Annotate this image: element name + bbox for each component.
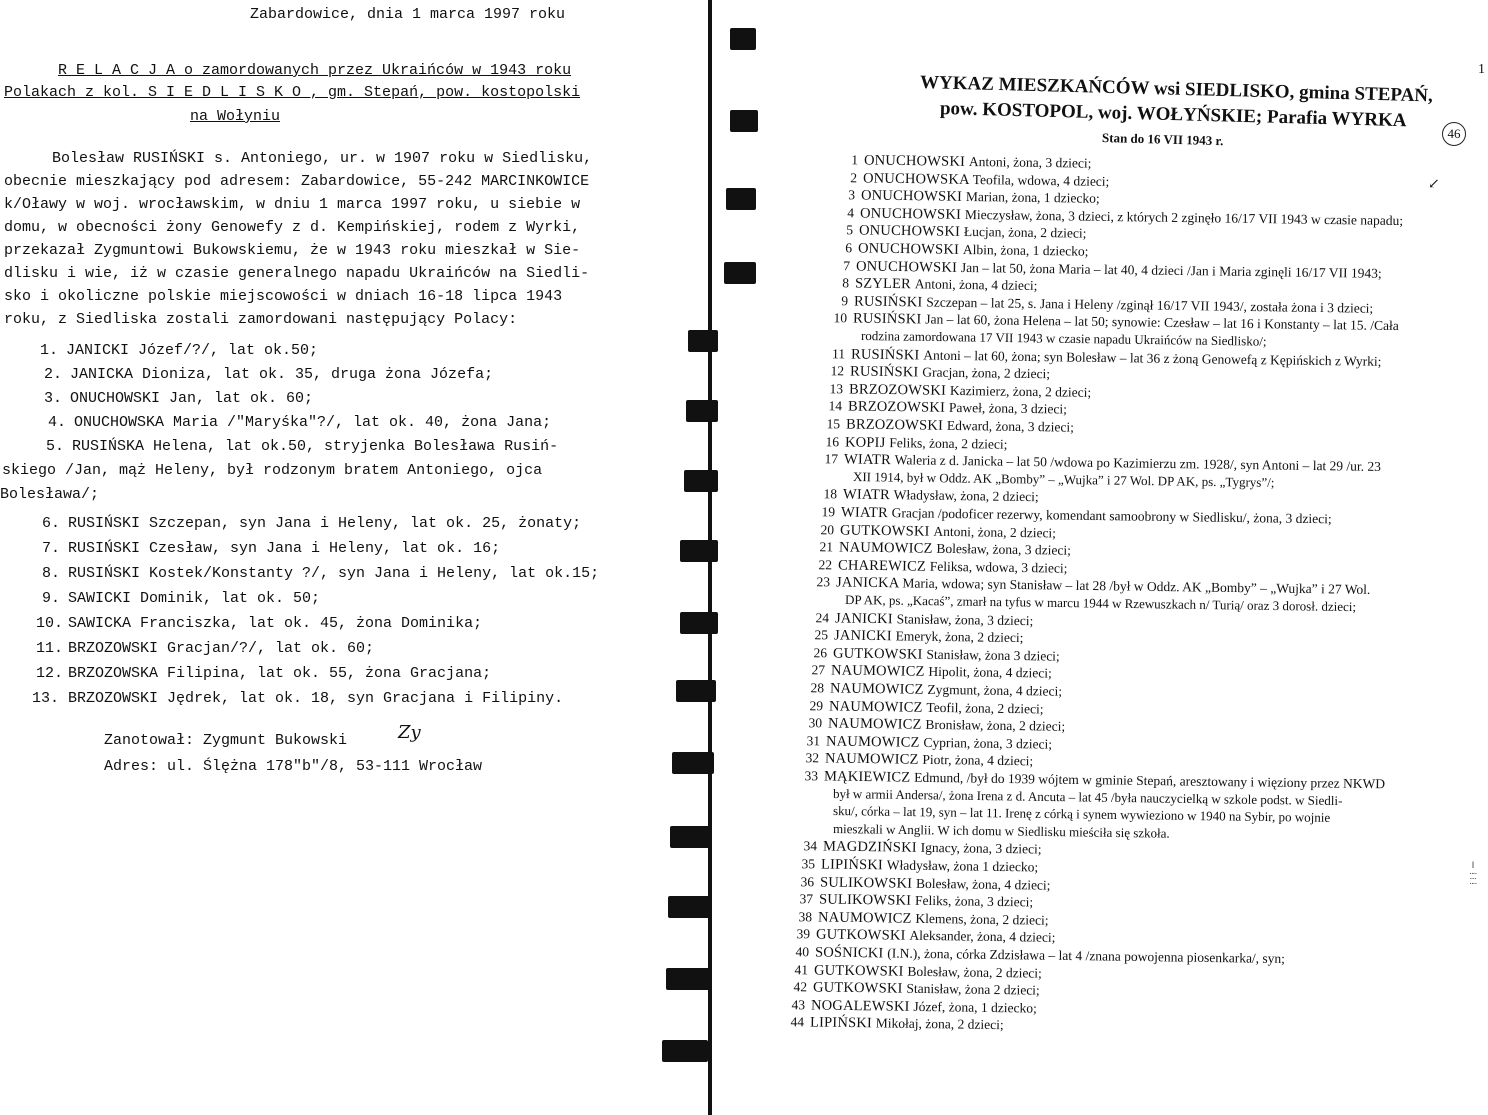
victim-row: 7. RUSIŃSKI Czesław, syn Jana i Heleny, lat ok. 16; [42,540,501,557]
page-badge: 46 [1442,122,1466,146]
resident-entry [776,1014,1004,1034]
entry-number: 29 [809,697,824,713]
entry-surname: MAGDZIŃSKI [822,838,921,857]
entry-number: 1 [851,152,859,168]
entry-surname: ONUCHOWSKA [862,170,973,188]
entry-details: Marian, żona, 1 dziecko; [965,189,1100,206]
address: Adres: ul. Ślężna 178"b"/8, 53-111 Wrocław [104,758,483,775]
entry-details: Antoni, żona, 2 dzieci; [933,523,1057,541]
entry-surname: RUSIŃSKI [849,363,923,381]
stan-line: Stan do 16 VII 1943 r. [1101,130,1224,149]
entry-surname: GUTKOWSKI [839,522,934,540]
entry-number: 2 [850,169,858,185]
entry-surname: SULIKOWSKI [819,874,917,892]
entry-number: 17 [824,451,839,467]
resident-entry-continued: rodzina zamordowana 17 VII 1943 w czasie napadu Ukraińców na Siedlisko/; [860,328,1267,349]
entry-number: 4 [847,205,855,221]
entry-details: Edward, żona, 3 dzieci; [946,417,1075,435]
victim-row-continued: skiego /Jan, mąż Heleny, był rodzonym bratem Antoniego, ojca [2,462,543,479]
victim-row: 13. BRZOZOWSKI Jędrek, lat ok. 18, syn Gracjana i Filipiny. [32,690,564,707]
list-title-line-1: WYKAZ MIESZKAŃCÓW wsi SIEDLISKO, gmina STEPAŃ, [919,72,1434,107]
entry-details: Władysław, żona 1 dziecko; [886,857,1039,875]
entry-number: 26 [813,645,828,661]
entry-surname: JANICKI [833,627,896,645]
binding-loop [724,262,756,284]
entry-number: 40 [795,944,810,960]
entry-surname: LIPIŃSKI [809,1014,876,1032]
entry-surname: BRZOZOWSKI [848,381,950,399]
entry-number: 39 [796,926,811,942]
binding-loop [680,540,718,562]
entry-details: Bolesław, żona, 3 dzieci; [936,541,1071,558]
victim-row-continued: Bolesława/; [0,486,100,503]
resident-entry-continued: był w armii Andersa/, żona Irena z d. Ancuta – lat 45 /była nauczycielką w szkole podst. w Siedli- [832,785,1343,808]
pen-mark: ↙ [1428,177,1440,192]
entry-number: 16 [825,433,840,449]
victim-row: 1. JANICKI Józef/?/, lat ok.50; [40,342,319,359]
entry-details: Hipolit, żona, 4 dzieci; [928,664,1052,681]
entry-surname: NAUMOWICZ [829,680,928,698]
entry-number: 31 [806,733,821,749]
recorded-by: Zanotował: Zygmunt Bukowski [104,732,348,749]
resident-entry [800,627,1024,647]
resident-entry-continued: mieszkali w Anglii. W ich domu w Siedlisku mieściła się szkoła. [832,820,1170,841]
page-edge-text: ‖ ⁞ ⁝ ⁞ [1468,860,1478,885]
victim-row: 5. RUSIŃSKA Helena, lat ok.50, stryjenka Bolesława Rusiń- [46,438,559,455]
victim-row: 10. SAWICKA Franciszka, lat ok. 45, żona Dominika; [36,615,483,632]
entry-surname: GUTKOWSKI [812,979,907,997]
entry-details: Teofil, żona, 2 dzieci; [926,699,1044,717]
entry-number: 43 [791,997,806,1013]
entry-surname: NAUMOWICZ [838,539,937,558]
entry-details: Paweł, żona, 3 dzieci; [948,400,1068,417]
entry-number: 14 [828,398,843,414]
entry-number: 44 [790,1014,805,1030]
entry-details: Bronisław, żona, 2 dzieci; [925,717,1066,734]
entry-details: Bolesław, żona, 2 dzieci; [907,963,1042,981]
entry-surname: SOŚNICKI [814,944,888,962]
entry-details: Emeryk, żona, 2 dzieci; [895,628,1024,646]
entry-number: 18 [823,486,838,502]
entry-surname: NAUMOWICZ [824,750,923,769]
entry-surname: NOGALEWSKI [810,997,914,1015]
entry-surname: GUTKOWSKI [815,926,910,945]
resident-entry [821,275,1038,295]
entry-surname: ONUCHOWSKI [857,240,964,258]
entry-surname: KOPIJ [844,434,890,451]
entry-details: Zygmunt, żona, 4 dzieci; [927,681,1063,699]
entry-details: Mikołaj, żona, 2 dzieci; [875,1015,1004,1033]
resident-entry [816,363,1050,383]
entry-number: 7 [843,257,851,273]
entry-details: Antoni, żona, 3 dzieci; [968,153,1092,171]
entry-surname: WIATR [840,504,892,522]
entry-surname: BRZOZOWSKI [847,398,949,417]
victim-row: 4. ONUCHOWSKA Maria /"Maryśka"?/, lat ok. 40, żona Jana; [48,414,552,431]
entry-number: 32 [805,750,820,766]
resident-entry [811,434,1008,454]
entry-number: 13 [829,381,844,397]
entry-surname: GUTKOWSKI [813,962,908,980]
body-line-6: dlisku i wie, iż w czasie generalnego napadu Ukraińców na Siedli- [4,265,590,282]
entry-details: Antoni, żona, 4 dzieci; [914,276,1038,294]
entry-surname: ONUCHOWSKI [860,187,967,206]
entry-surname: NAUMOWICZ [817,909,916,927]
entry-number: 6 [845,240,853,256]
entry-number: 27 [811,662,826,678]
entry-surname: SZYLER [854,275,915,293]
entry-number: 10 [833,310,848,326]
entry-details: Szczepan – lat 25, s. Jana i Heleny /zginął 16/17 VII 1943/, została żona i 3 dzieci; [926,294,1374,316]
resident-entry [787,856,1038,877]
spiral-binding [650,0,770,1115]
binding-loop [680,612,718,634]
binding-loop [666,968,710,990]
entry-details: Feliks, żona, 3 dzieci; [914,893,1034,910]
entry-surname: ONUCHOWSKI [858,222,965,241]
entry-number: 5 [846,222,854,238]
entry-surname: RUSIŃSKI [850,346,924,364]
entry-surname: ONUCHOWSKI [855,258,962,276]
entry-details: Gracjan /podoficer rezerwy, komendant samoobrony w Siedlisku/, żona, 3 dzieci; [891,505,1332,527]
entry-details: Stanisław, żona 2 dzieci; [906,980,1040,998]
victim-row: 11. BRZOZOWSKI Gracjan/?/, lat ok. 60; [36,640,375,657]
entry-details: Ignacy, żona, 3 dzieci; [920,840,1042,857]
binding-loop [684,470,718,492]
entry-surname: NAUMOWICZ [830,662,929,681]
entry-details: Józef, żona, 1 dziecko; [913,998,1037,1016]
entry-surname: MĄKIEWICZ [823,768,915,786]
entry-number: 36 [800,873,815,889]
entry-details: Teofila, wdowa, 4 dzieci; [972,171,1110,189]
entry-details: Jan – lat 50, żona Maria – lat 40, 4 dzieci /Jan i Maria zginęli 16/17 VII 1943; [960,259,1382,281]
entry-details: Cyprian, żona, 3 dzieci; [923,734,1053,752]
entry-surname: ONUCHOWSKI [859,205,966,223]
entry-number: 35 [801,856,816,872]
entry-surname: RUSIŃSKI [852,310,926,328]
entry-details: Mieczysław, żona, 3 dzieci, z których 2 zginęło 16/17 VII 1943 w czasie napadu; [964,206,1404,228]
entry-number: 37 [799,891,814,907]
resident-entry-continued: XII 1914, był w Oddz. AK „Bomby” – „Wujka” i 27 Wol. DP AK, ps. „Tygrys”/; [852,468,1275,490]
entry-details: Klemens, żona, 2 dzieci; [915,910,1049,928]
entry-number: 21 [819,539,834,555]
entry-number: 22 [818,557,833,573]
body-line-1: Bolesław RUSIŃSKI s. Antoniego, ur. w 1907 roku w Siedlisku, [52,150,593,167]
entry-details: Maria, wdowa; syn Stanisław – lat 28 /był w Oddz. AK „Bomby” – „Wujka” i 27 Wol. [902,575,1371,598]
page-number: 1 [1478,62,1485,77]
entry-details: Łucjan, żona, 2 dzieci; [963,224,1087,242]
entry-number: 25 [814,627,829,643]
entry-details: Jan – lat 60, żona Helena – lat 50; synowie: Czesław – lat 16 i Konstanty – lat 15. /Cała [925,311,1399,334]
binding-loop [672,752,714,774]
entry-details: Feliks, żona, 2 dzieci; [889,434,1008,452]
body-line-5: przekazał Zygmuntowi Bukowskiemu, że w 1943 roku mieszkał w Sie- [4,242,581,259]
entry-number: 11 [831,345,846,361]
entry-surname: WIATR [842,486,894,504]
entry-details: Władysław, żona, 2 dzieci; [893,487,1039,505]
entry-surname: NAUMOWICZ [827,715,926,734]
victim-row: 9. SAWICKI Dominik, lat ok. 50; [42,590,321,607]
entry-number: 34 [803,838,818,854]
title-line-1: R E L A C J A o zamordowanych przez Ukraińców w 1943 roku [58,62,572,79]
binding-loop [676,680,716,702]
entry-surname: LIPIŃSKI [820,856,887,874]
body-line-8: roku, z Siedliska zostali zamordowani następujący Polacy: [4,311,518,328]
right-page [790,0,1488,1115]
left-page [0,0,660,1115]
entry-details: Kazimierz, żona, 2 dzieci; [949,382,1092,400]
entry-details: Stanisław, żona, 3 dzieci; [896,610,1034,628]
entry-number: 38 [798,909,813,925]
entry-number: 30 [808,715,823,731]
entry-number: 3 [848,187,856,203]
entry-details: Aleksander, żona, 4 dzieci; [909,928,1056,946]
victim-row: 6. RUSIŃSKI Szczepan, syn Jana i Heleny, lat ok. 25, żonaty; [42,515,582,532]
entry-details: Feliksa, wdowa, 3 dzieci; [929,558,1068,576]
entry-surname: JANICKI [834,610,897,627]
victim-row: 8. RUSIŃSKI Kostek/Konstanty ?/, syn Jana i Heleny, lat ok.15; [42,565,600,582]
entry-number: 15 [826,416,841,432]
binding-loop [662,1040,708,1062]
entry-number: 33 [804,768,819,784]
binding-loop [686,400,718,422]
entry-surname: GUTKOWSKI [832,645,927,663]
entry-details: Stanisław, żona 3 dzieci; [926,646,1060,664]
entry-surname: JANICKA [835,574,903,592]
resident-entry-continued: sku/, córka – lat 19, syn – lat 11. Irenę z córką i synem wywieziono w 1940 na Sybir, po wojnie [832,803,1331,826]
title-line-2: Polakach z kol. S I E D L I S K O , gm. Stepań, pow. kostopolski [4,84,581,101]
resident-entry [830,152,1092,173]
entry-details: (I.N.), żona, córka Zdzisława – lat 4 /znana powojenna piosenkarka/, syn; [887,945,1286,967]
title-line-3: na Wołyniu [190,108,281,125]
entry-details: Bolesław, żona, 4 dzieci; [915,875,1051,893]
body-line-7: sko i okoliczne polskie miejscowości w dniach 16-18 lipca 1943 [4,288,563,305]
binding-loop [730,110,758,132]
victim-row: 2. JANICKA Dioniza, lat ok. 35, druga żona Józefa; [44,366,494,383]
entry-number: 8 [842,275,850,291]
entry-surname: CHAREWICZ [837,557,930,575]
body-line-4: domu, w obecności żony Genowefy z d. Kempińskiej, rodem z Wyrki, [4,219,581,236]
entry-number: 20 [820,521,835,537]
entry-surname: NAUMOWICZ [825,733,924,751]
entry-number: 24 [815,609,830,625]
resident-entry [824,240,1089,261]
entry-number: 41 [794,961,809,977]
date-line: Zabardowice, dnia 1 marca 1997 roku [250,6,566,23]
signature: Zy [398,722,421,743]
resident-entry-continued: DP AK, ps. „Kacaś”, zmarł na tyfus w marcu 1944 w Rzewuszkach n/ Turią/ oraz 3 dorosł. dzieci; [844,592,1357,615]
entry-number: 28 [810,680,825,696]
body-line-3: k/Oławy w woj. wrocławskim, w dniu 1 marca 1997 roku, u siebie w [4,196,581,213]
entry-number: 42 [793,979,808,995]
entry-details: Edmund, /był do 1939 wójtem w gminie Stepań, aresztowany i więziony przez NKWD [914,769,1386,792]
entry-details: Antoni – lat 60, żona; syn Bolesław – lat 36 z żoną Genowefą z Kępińskich z Wyrki; [923,347,1382,369]
binding-loop [726,188,756,210]
entry-details: Piotr, żona, 4 dzieci; [922,752,1034,769]
entry-surname: ONUCHOWSKI [863,152,970,170]
entry-details: Waleria z d. Janicka – lat 50 /wdowa po Kazimierzu zm. 1928/, syn Antoni – lat 29 /ur. 23 [894,452,1382,475]
entry-number: 19 [821,504,836,520]
entry-number: 9 [841,293,849,309]
binding-loop [730,28,756,50]
binding-loop [688,330,718,352]
entry-surname: WIATR [843,451,895,469]
body-line-2: obecnie mieszkający pod adresem: Zabardowice, 55-242 MARCINKOWICE [4,173,590,190]
entry-surname: NAUMOWICZ [828,698,927,716]
binding-loop [670,826,712,848]
victim-row: 12. BRZOZOWSKA Filipina, lat ok. 55, żona Gracjana; [36,665,492,682]
entry-surname: BRZOZOWSKI [845,416,947,434]
entry-number: 23 [816,574,831,590]
entry-surname: RUSIŃSKI [853,293,927,311]
list-title-line-2: pow. KOSTOPOL, woj. WOŁYŃSKIE; Parafia WYRKA [939,98,1407,132]
victim-row: 3. ONUCHOWSKI Jan, lat ok. 60; [44,390,314,407]
binding-loop [668,896,712,918]
entry-surname: SULIKOWSKI [818,891,916,910]
resident-entry [812,416,1074,437]
entry-details: Gracjan, żona, 2 dzieci; [922,364,1051,382]
entry-number: 12 [830,363,845,379]
entry-details: Albin, żona, 1 dziecko; [962,241,1089,259]
